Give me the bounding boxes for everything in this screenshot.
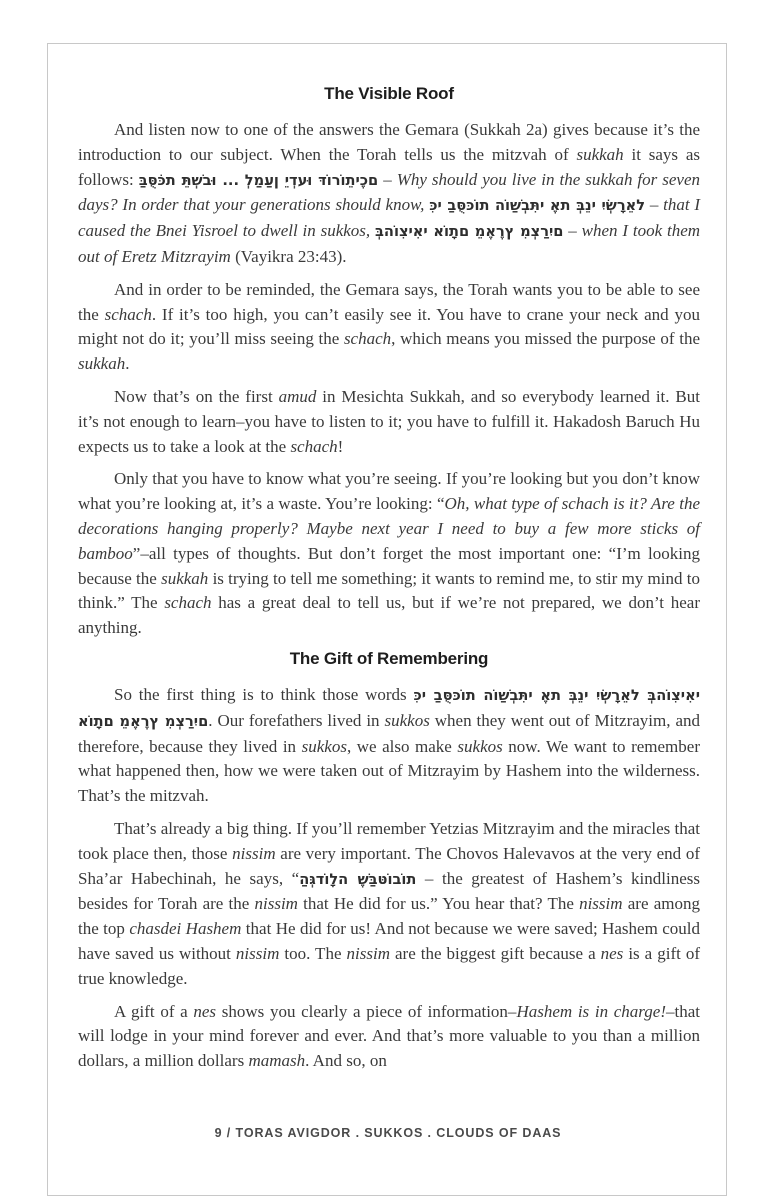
body-paragraph	[78, 385, 700, 459]
text-run: (Vayikra 23:43).	[230, 246, 347, 266]
italic-text-run: amud	[278, 386, 317, 406]
hebrew-text-run: בַּסֻּכֹּת תֵּשְׁבוּ ... לְמַעַן יֵדְעוּ דּוֹרוֹתֵיכֶם	[138, 171, 379, 189]
italic-text-run: Hashem is in charge!	[516, 1001, 667, 1021]
italic-text-run: Oh, what type of schach is it? Are the decorations hanging properly? Maybe next year I need to buy a few more sticks of bamboo	[78, 494, 700, 563]
section-heading-gift-of-remembering: The Gift of Remembering	[289, 648, 489, 668]
text-run: are among the top	[78, 894, 700, 939]
text-run: are the biggest gift because a	[389, 943, 601, 963]
text-run: , we also make	[346, 736, 458, 756]
text-run: –	[645, 195, 664, 215]
text-run: –that will lodge in your mind forever and ever. And that’s more valuable to you than a million dollars, a million dollars	[78, 1001, 701, 1071]
text-run: . And so, on	[305, 1051, 387, 1071]
italic-text-run: schach	[290, 436, 338, 456]
italic-text-run: nissim	[232, 843, 276, 863]
text-run: shows you clearly a piece of information–	[216, 1001, 517, 1021]
text-run: –	[378, 169, 397, 189]
body-paragraph	[78, 278, 700, 377]
text-run: too. The	[279, 943, 347, 963]
text-run: it says as follows:	[78, 144, 700, 189]
italic-text-run: nes	[600, 943, 624, 963]
italic-text-run: mamash	[248, 1051, 306, 1071]
italic-text-run: nissim	[346, 943, 390, 963]
body-paragraph	[78, 1000, 700, 1074]
italic-text-run: chasdei Hashem	[129, 919, 242, 939]
hebrew-text-run: כִּי בַסֻּכּוֹת הוֹשַׁבְתִּי אֶת בְּנֵי יִשְׂרָאֵל	[429, 197, 646, 215]
text-run: now. We want to remember what happened then, how we were taken out of Mitzrayim by Hashem into the wilderness. That’s the mitzvah.	[78, 736, 700, 806]
body-paragraph	[78, 467, 700, 641]
text-run: And listen now to one of the answers the Gemara (Sukkah 2a) gives because it’s the introduction to our subject. When the Torah tells us the mitzvah of	[78, 120, 700, 164]
italic-text-run: schach	[343, 329, 392, 349]
italic-text-run: schach	[164, 593, 212, 613]
text-run: .	[125, 354, 130, 374]
body-paragraph	[78, 683, 700, 809]
text-run: in Mesichta Sukkah, and so everybody learned it. But it’s not enough to learn–you have to listen to it; you have to fulfill it. Hakadosh Baruch Hu expects us to take a look at the	[78, 386, 700, 456]
italic-text-run: sukkos	[384, 710, 430, 730]
italic-text-run: nissim	[579, 894, 623, 914]
italic-text-run: sukkos	[457, 736, 503, 756]
italic-text-run: nes	[193, 1001, 217, 1021]
text-run: A gift of a	[114, 1001, 194, 1021]
text-run: . If it’s too high, you can’t easily see it. You have to crane your neck and you might not do it; you’ll miss seeing the	[78, 304, 700, 349]
italic-text-run: sukkos	[301, 736, 347, 756]
text-run: –	[563, 221, 582, 241]
italic-text-run: nissim	[254, 894, 298, 914]
hebrew-text-run: כִּי בַסֻּכּוֹת הוֹשַׁבְתִּי אֶת בְּנֵי יִשְׂרָאֵל בְּהוֹצִיאִי אוֹתָם מֵאֶרֶץ מִצְרַיִם	[78, 686, 700, 730]
page-content	[78, 84, 700, 1082]
text-run: are very important. The Chovos Halevavos at the very end of Sha’ar Habechinah, he says, “	[78, 843, 700, 888]
text-run: ”–all types of thoughts. But don’t forget the most important one: “I’m looking because the	[78, 543, 700, 588]
text-run: . Our forefathers lived in	[208, 710, 385, 730]
hebrew-text-run: הַגְּדוֹלָה שֶׁבַּטּוֹבוֹת	[299, 870, 417, 888]
text-run: – the greatest of Hashem’s kindliness besides for Torah are the	[78, 868, 701, 914]
italic-text-run: sukkah	[576, 144, 624, 164]
section-heading-visible-roof: The Visible Roof	[324, 84, 454, 103]
italic-text-run: nissim	[235, 943, 280, 963]
text-run: , which means you missed the purpose of the	[391, 329, 701, 349]
body-paragraph	[78, 817, 700, 992]
text-run: Now that’s on the first	[114, 386, 279, 406]
page-footer: 9 / TORAS AVIGDOR . SUKKOS . CLOUDS OF DAAS	[214, 1126, 562, 1140]
hebrew-text-run: בְּהוֹצִיאִי אוֹתָם מֵאֶרֶץ מִצְרַיִם	[375, 223, 564, 241]
italic-text-run: sukkah	[78, 354, 126, 374]
body-paragraph	[78, 118, 700, 270]
italic-text-run: sukkah	[161, 568, 209, 588]
text-run: when they went out of Mitzrayim, and therefore, because they lived in	[78, 710, 700, 756]
italic-text-run: that I caused the Bnei Yisroel to dwell in sukkos,	[78, 195, 701, 241]
text-run: And in order to be reminded, the Gemara says, the Torah wants you to be able to see the	[78, 279, 700, 324]
text-run: That’s already a big thing. If you’ll remember Yetzias Mitzrayim and the miracles that took place then, those	[78, 818, 700, 863]
text-run: is a gift of true knowledge.	[78, 943, 701, 988]
text-run: has a great deal to tell us, but if we’re not prepared, we don’t hear anything.	[78, 593, 700, 638]
italic-text-run: schach	[104, 304, 152, 324]
text-run: that He did for us.” You hear that? The	[297, 894, 580, 914]
italic-text-run: when I took them out of Eretz Mitzrayim	[78, 221, 701, 266]
text-run: !	[337, 436, 344, 456]
italic-text-run: Why should you live in the sukkah for seven days? In order that your generations should know,	[78, 169, 701, 215]
text-run: that He did for us! And not because we were saved; Hashem could have saved us without	[78, 919, 700, 963]
text-run: is trying to tell me something; it wants to remind me, to stir my mind to think.” The	[78, 568, 700, 613]
text-run: Only that you have to know what you’re seeing. If you’re looking but you don’t know what you’re looking at, it’s a waste. You’re looking: “	[78, 469, 700, 514]
text-run: So the first thing is to think those words	[114, 684, 414, 704]
